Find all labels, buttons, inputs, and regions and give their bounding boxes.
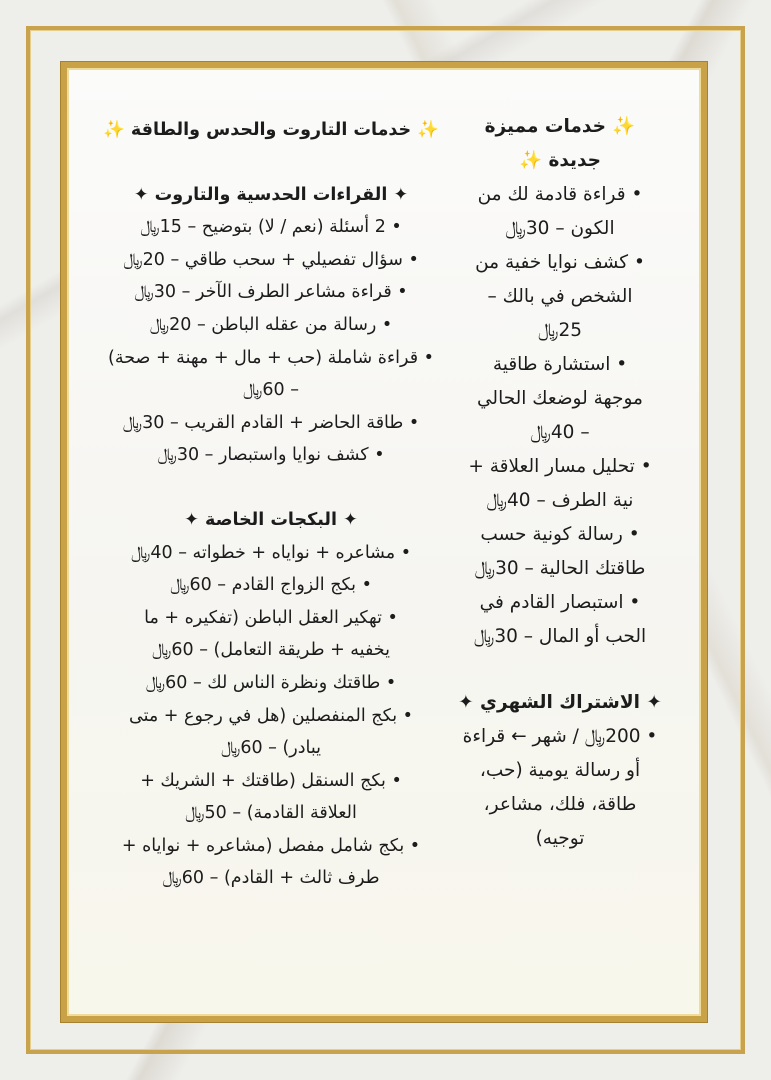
list-item: • تهكير العقل الباطن (تفكيره + ما [144,607,398,628]
list-item: • استبصار القادم في [479,592,641,613]
special-packages-heading: ✦ البكجات الخاصة ✦ [184,509,358,530]
subscription-line: • 200﷼ / شهر ← قراءة [462,726,658,747]
list-item: • قراءة مشاعر الطرف الآخر – 30﷼ [134,282,408,303]
list-item: الشخص في بالك – [487,286,633,307]
list-item: • سؤال تفصيلي + سحب طاقي – 20﷼ [123,249,419,270]
list-item: موجهة لوضعك الحالي [477,388,643,409]
subscription-line: أو رسالة يومية (حب، [479,760,641,781]
spacer [96,147,446,179]
list-item: • كشف نوايا واستبصار – 30﷼ [157,445,385,466]
list-item: يبادر) – 60﷼ [220,738,322,759]
list-item: • كشف نوايا خفية من [475,252,645,273]
list-item: • بكج المنفصلين (هل في رجوع + متى [128,705,414,726]
list-item: • طاقتك ونظرة الناس لك – 60﷼ [145,672,397,693]
tarot-services-title: ✨ خدمات التاروت والحدس والطاقة ✨ [102,120,440,140]
special-services-column [448,110,672,856]
list-item: العلاقة القادمة) – 50﷼ [185,803,357,824]
special-services-title-line1: ✨ خدمات مميزة [484,116,636,137]
list-item: • مشاعره + نواياه + خطواته – 40﷼ [130,542,412,563]
subscription-line: توجيه) [535,828,585,849]
list-item: الحب أو المال – 30﷼ [473,626,647,647]
list-item: • بكج شامل مفصل (مشاعره + نواياه + [121,835,421,856]
list-item: • رسالة من عقله الباطن – 20﷼ [149,314,393,335]
intuitive-readings-heading: ✦ القراءات الحدسية والتاروت ✦ [133,184,409,205]
list-item: • رسالة كونية حسب [480,524,640,545]
special-services-title-line2: جديدة ✨ [518,150,602,171]
list-item: نية الطرف – 40﷼ [486,490,634,511]
list-item: طرف ثالث + القادم) – 60﷼ [162,868,380,889]
list-item: • بكج الزواج القادم – 60﷼ [170,575,372,596]
list-item: – 60﷼ [243,380,299,401]
spacer [448,654,672,686]
list-item: يخفيه + طريقة التعامل) – 60﷼ [152,640,390,661]
list-item: • طاقة الحاضر + القادم القريب – 30﷼ [122,412,420,433]
list-item: • تحليل مسار العلاقة + [468,456,652,477]
list-item: • استشارة طاقية [492,354,628,375]
list-item: الكون – 30﷼ [505,218,615,239]
list-item: • 2 أسئلة (نعم / لا) بتوضيح – 15﷼ [140,217,402,238]
subscription-line: طاقة، فلك، مشاعر، [483,794,637,815]
list-item: طاقتك الحالية – 30﷼ [474,558,646,579]
tarot-services-column [96,114,446,895]
spacer [96,472,446,504]
list-item: • قراءة شاملة (حب + مال + مهنة + صحة) [108,347,434,368]
list-item: • قراءة قادمة لك من [477,184,643,205]
list-item: 25﷼ [537,320,583,341]
list-item: • بكج السنقل (طاقتك + الشريك + [140,770,402,791]
list-item: – 40﷼ [530,422,590,443]
monthly-subscription-heading: ✦ الاشتراك الشهري ✦ [458,692,662,713]
